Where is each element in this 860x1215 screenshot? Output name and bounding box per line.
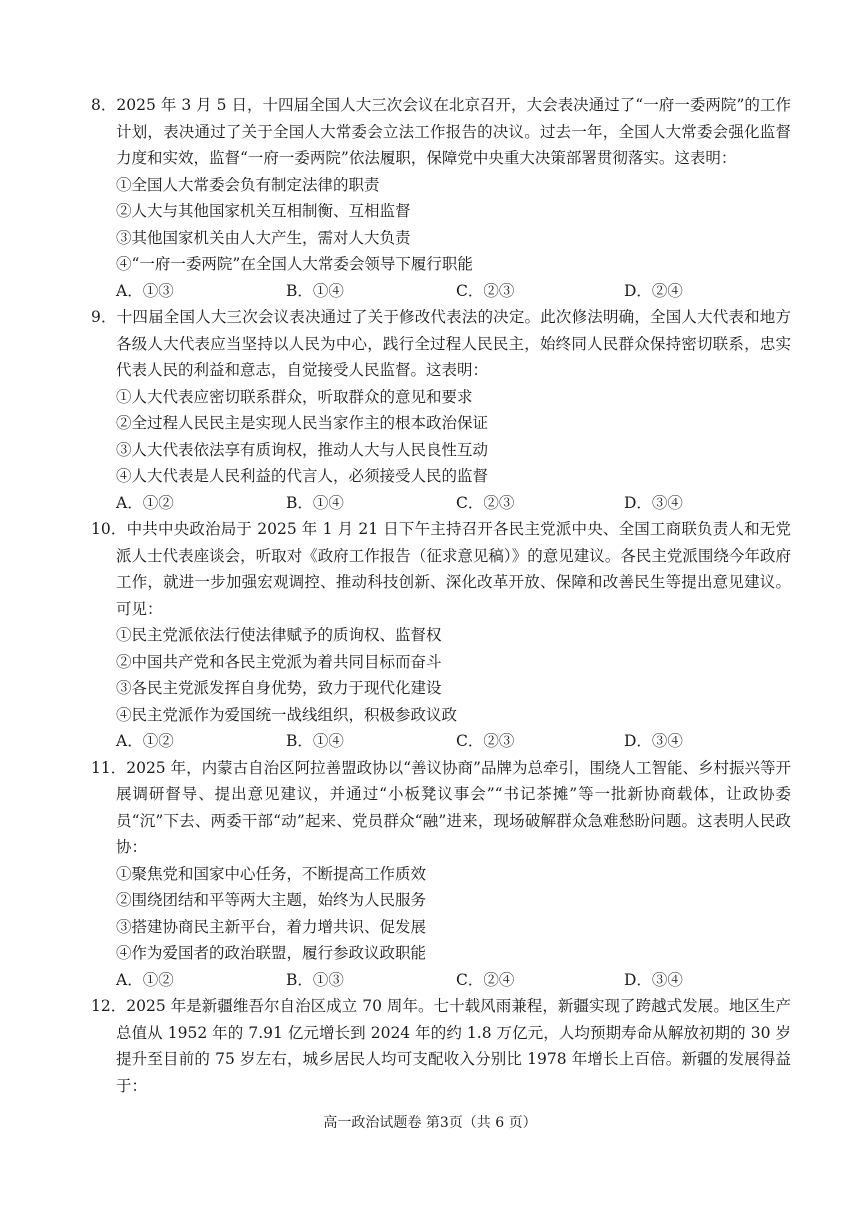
- answer-choices: [91, 490, 791, 517]
- question-stem: 8．2025 年 3 月 5 日，十四届全国人大三次会议在北京召开，大会表决通过了“一府一委两院”的工作计划，表决通过了关于全国人大常委会立法工作报告的决议。过去一年，全国人大常委会强化监督力度和实效，监督“一府一委两院”依法履职，保障党中央重大决策部署贯彻落实。这表明：: [91, 96, 791, 167]
- choice-d: D．③④: [624, 970, 683, 989]
- question-10: [91, 516, 791, 755]
- choice-d: D．②④: [624, 281, 683, 300]
- choice-b: B．①④: [286, 281, 344, 300]
- choice-a: A．①②: [116, 970, 174, 989]
- question-stem: 10．中共中央政治局于 2025 年 1 月 21 日下午主持召开各民主党派中央、全国工商联负责人和无党派人士代表座谈会，听取对《政府工作报告（征求意见稿）》的意见建议。各民主党派围绕今年政府工作，就进一步加强宏观调控、推动科技创新、深化改革开放、保障和改善民生等提出意见建议。可见：: [91, 520, 791, 618]
- choice-d: D．③④: [624, 493, 683, 512]
- question-stem: 11．2025 年，内蒙古自治区阿拉善盟政协以“善议协商”品牌为总牵引，围绕人工智能、乡村振兴等开展调研督导、提出意见建议，并通过“小板凳议事会”“书记茶摊”等一批新协商载体，让政协委员“沉”下去、两委干部“动”起来、党员群众“融”进来，现场破解群众急难愁盼问题。这表明人民政协：: [91, 758, 791, 856]
- statement-option: ③搭建协商民主新平台，着力增共识、促发展: [116, 917, 427, 936]
- statement-option: ①人大代表应密切联系群众，听取群众的意见和要求: [116, 387, 473, 406]
- choice-a: A．①③: [116, 281, 174, 300]
- choice-b: B．①④: [286, 732, 344, 750]
- question-8: [91, 92, 791, 304]
- statement-option: ①民主党派依法行使法律赋予的质询权、监督权: [116, 626, 442, 644]
- statement-option: ④作为爱国者的政治联盟，履行参政议政职能: [116, 944, 427, 962]
- choice-b: B．①③: [286, 970, 344, 989]
- choice-b: B．①④: [286, 493, 344, 512]
- question-12: [91, 993, 791, 1099]
- statement-option: ①全国人大常委会负有制定法律的职责: [116, 175, 380, 194]
- statement-option: ④民主党派作为爱国统一战线组织，积极参政议政: [116, 705, 458, 724]
- statement-option: ④人大代表是人民利益的代言人，必须接受人民的监督: [116, 467, 489, 485]
- choice-a: A．①②: [116, 493, 174, 512]
- statement-option: ①聚焦党和国家中心任务，不断提高工作质效: [116, 864, 427, 883]
- page-footer: 高一政治试题卷 第3页（共 6 页）: [323, 1115, 537, 1131]
- answer-choices: [91, 728, 791, 755]
- statement-option: ②全过程人民民主是实现人民当家作主的根本政治保证: [116, 414, 489, 432]
- choice-a: A．①②: [116, 732, 174, 750]
- statement-option: ②人大与其他国家机关互相制衡、互相监督: [116, 202, 411, 220]
- choice-c: C．②③: [456, 732, 515, 750]
- answer-choices: [91, 278, 791, 305]
- statement-option: ④“一府一委两院”在全国人大常委会领导下履行职能: [116, 255, 473, 273]
- questions-area: [91, 92, 791, 1099]
- answer-choices: [91, 967, 791, 994]
- question-stem: 9．十四届全国人大三次会议表决通过了关于修改代表法的决定。此次修法明确，全国人大代表和地方各级人大代表应当坚持以人民为中心，践行全过程人民民主，始终同人民群众保持密切联系，忠实代表人民的利益和意志，自觉接受人民监督。这表明：: [91, 308, 791, 379]
- question-11: [91, 755, 791, 994]
- statement-option: ②围绕团结和平等两大主题，始终为人民服务: [116, 891, 427, 909]
- statement-option: ③其他国家机关由人大产生，需对人大负责: [116, 228, 411, 247]
- statement-option: ③各民主党派发挥自身优势，致力于现代化建设: [116, 679, 442, 697]
- choice-c: C．②③: [456, 493, 515, 512]
- statement-option: ③人大代表依法享有质询权，推动人大与人民良性互动: [116, 440, 489, 459]
- choice-c: C．②③: [456, 281, 515, 300]
- statement-option: ②中国共产党和各民主党派为着共同目标而奋斗: [116, 652, 442, 671]
- question-9: [91, 304, 791, 516]
- choice-c: C．②④: [456, 970, 515, 989]
- choice-d: D．③④: [624, 732, 683, 750]
- question-stem: 12．2025 年是新疆维吾尔自治区成立 70 周年。七十载风雨兼程，新疆实现了跨越式发展。地区生产总值从 1952 年的 7.91 亿元增长到 2024 年的约 1.8 万亿元，人均预期寿命从解放初期的 30 岁提升至目前的 75 岁左右，城乡居民人均可支配收入分别比 1978 年增长上百倍。新疆的发展得益于：: [91, 997, 791, 1095]
